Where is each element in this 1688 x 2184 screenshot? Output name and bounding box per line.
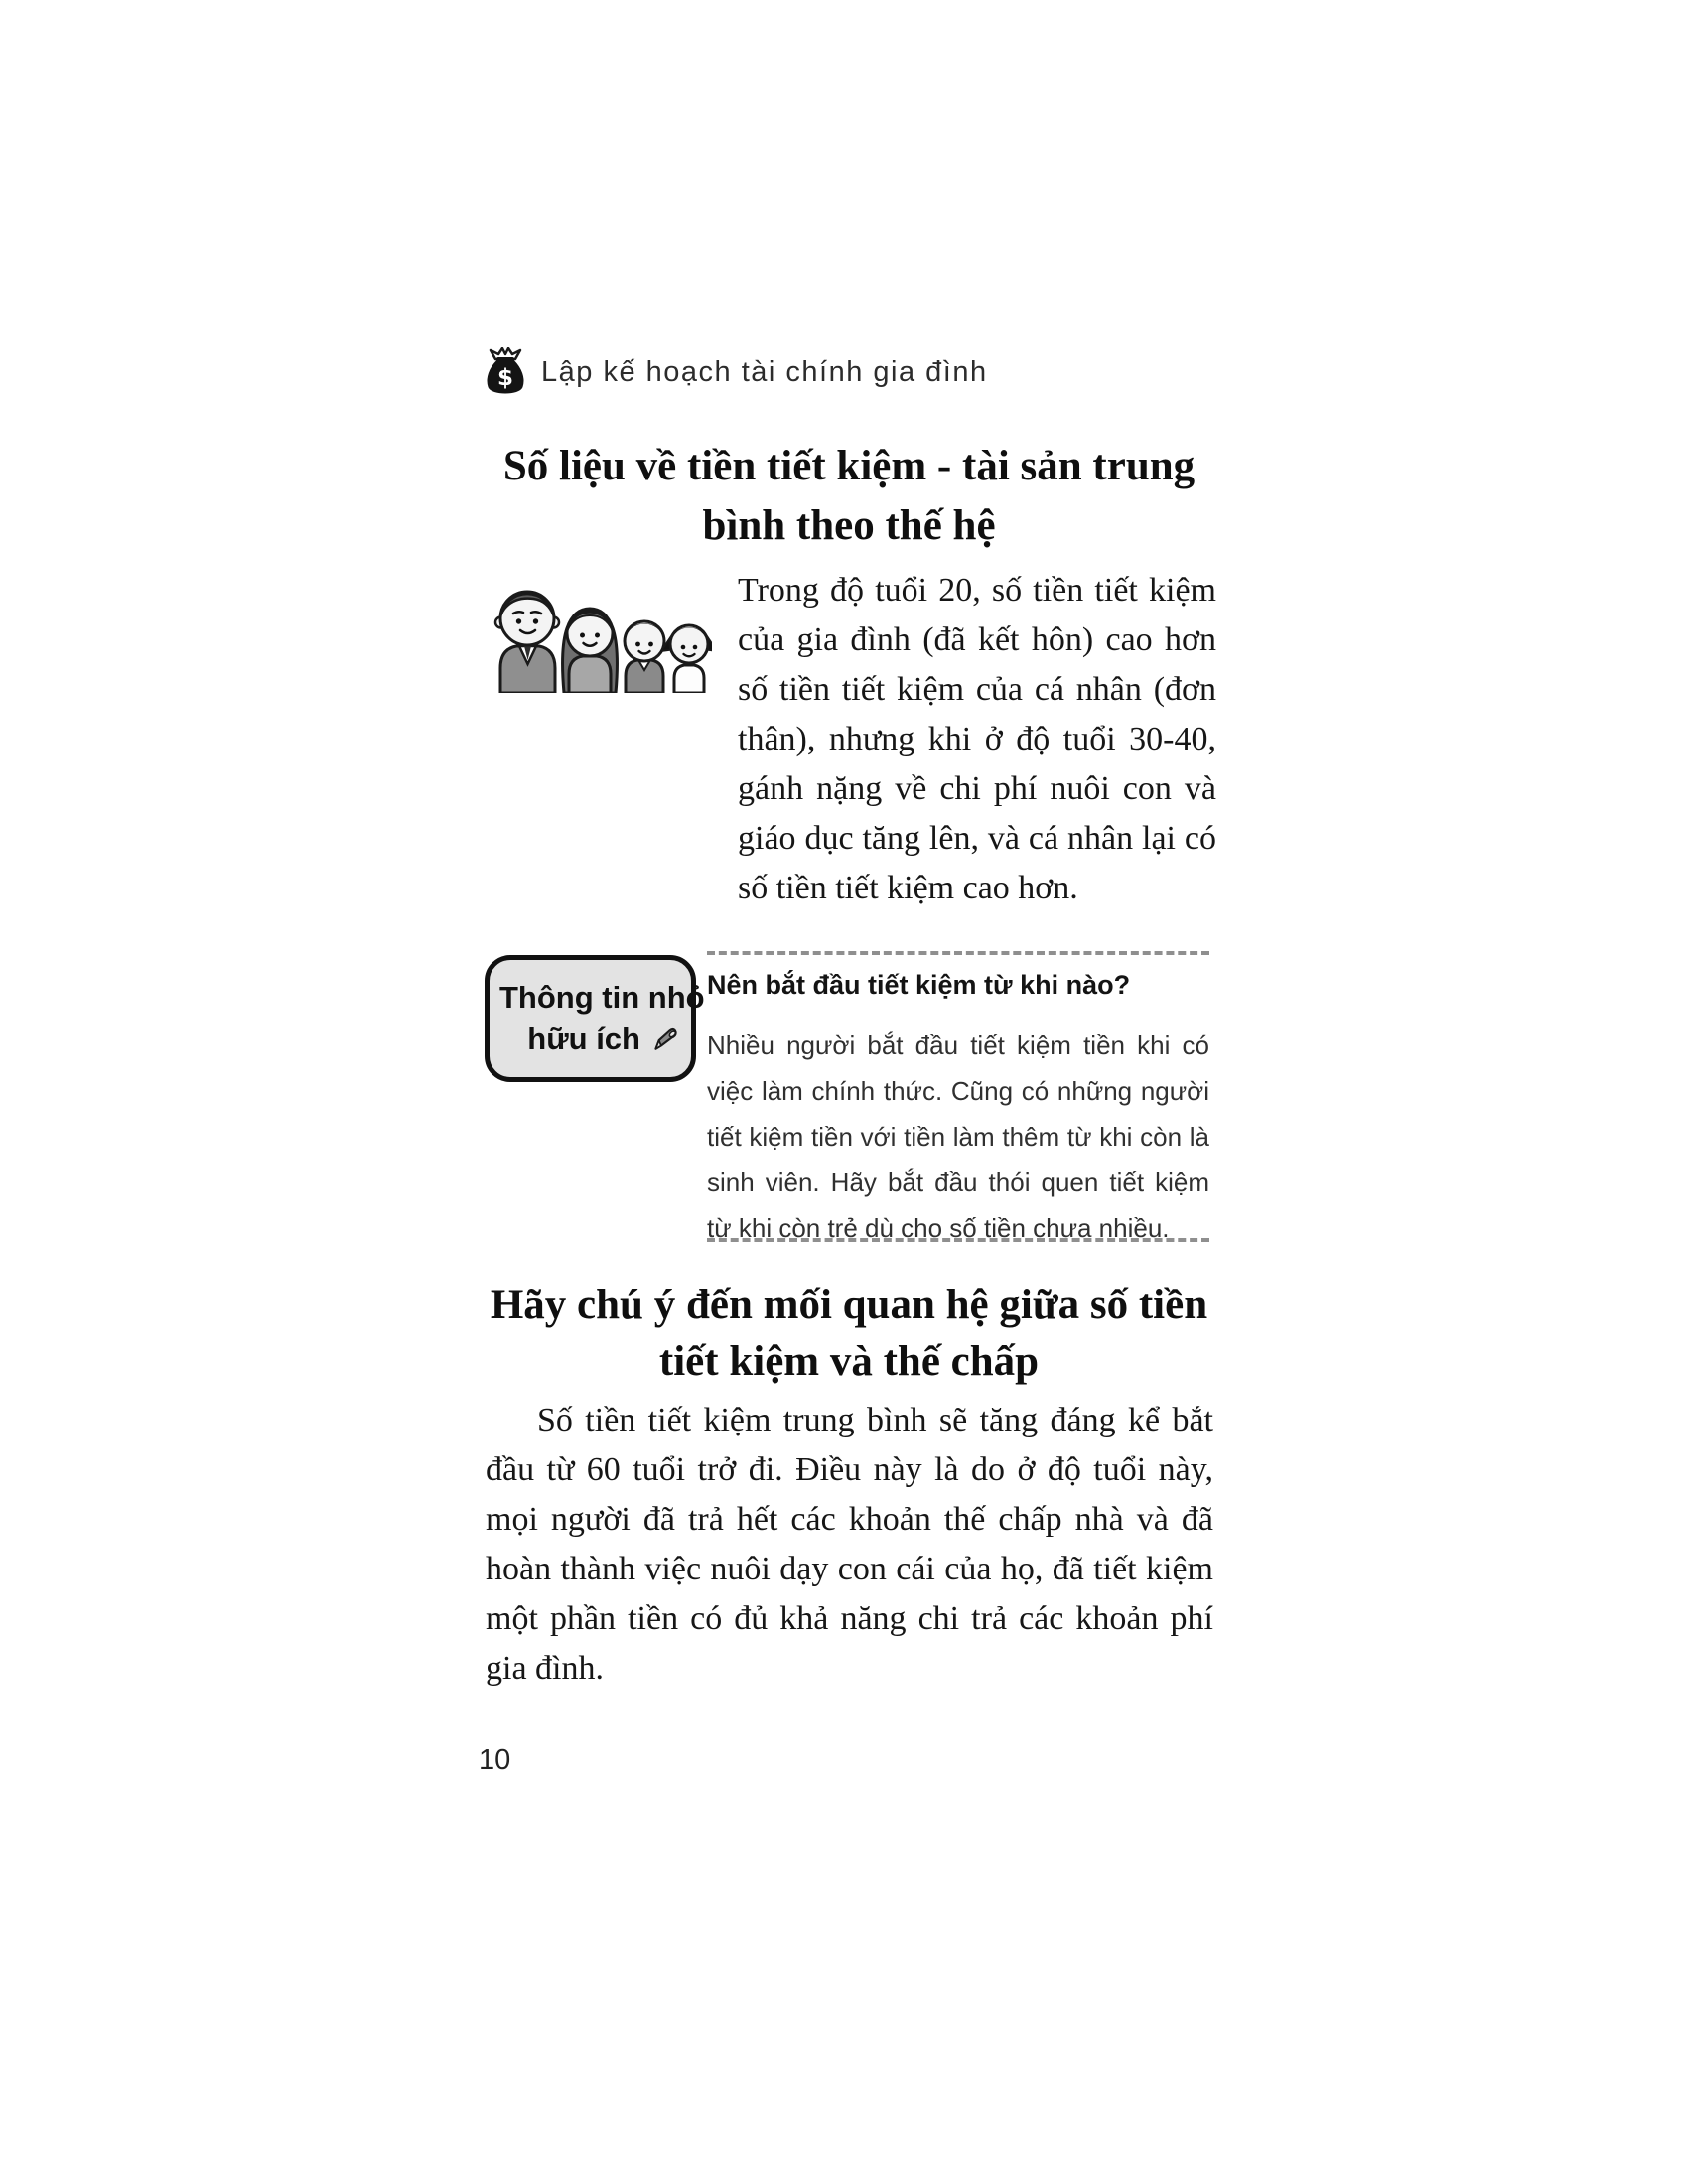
section1-heading-line1: Số liệu về tiền tiết kiệm - tài sản trung bbox=[502, 443, 1196, 489]
pencil-icon bbox=[649, 1025, 677, 1053]
section2-heading bbox=[427, 1277, 1271, 1390]
section2-heading-line1: Hãy chú ý đến mối quan hệ giữa số tiền bbox=[490, 1282, 1208, 1328]
family-icon bbox=[480, 570, 712, 693]
svg-text:$: $ bbox=[496, 365, 514, 391]
money-bag-icon bbox=[484, 347, 527, 397]
tip-badge-line1: Thông tin nhỏ bbox=[499, 980, 705, 1015]
page-number: 10 bbox=[479, 1744, 511, 1776]
running-header-title: Lập kế hoạch tài chính gia đình bbox=[541, 355, 988, 388]
section1-heading bbox=[427, 437, 1271, 556]
tip-badge-line2: hữu ích bbox=[527, 1022, 640, 1056]
section2-paragraph: Số tiền tiết kiệm trung bình sẽ tăng đáng kể bắt đầu từ 60 tuổi trở đi. Điều này là do ở độ tuổi này, mọi người đã trả hết các khoản thế chấp nhà và đã hoàn thành việc nuôi dạy con cái của họ, đã tiết kiệm một phần tiền có đủ khả năng chi trả các khoản phí gia đình. bbox=[486, 1402, 1213, 1687]
tip-badge-line2-row bbox=[499, 1019, 677, 1060]
tip-body: Nhiều người bắt đầu tiết kiệm tiền khi có việc làm chính thức. Cũng có những người tiết kiệm tiền với tiền làm thêm từ khi còn là sinh viên. Hãy bắt đầu thói quen tiết kiệm từ khi còn trẻ dù cho số tiền chưa nhiều. bbox=[707, 1030, 1209, 1243]
section2-heading-line2: tiết kiệm và thế chấp bbox=[658, 1338, 1040, 1385]
tip-dashed-rule-bottom bbox=[707, 1238, 1209, 1242]
section1-heading-line2: bình theo thế hệ bbox=[702, 502, 996, 549]
tip-question: Nên bắt đầu tiết kiệm từ khi nào? bbox=[707, 970, 1131, 1000]
section1-paragraph: Trong độ tuổi 20, số tiền tiết kiệm của gia đình (đã kết hôn) cao hơn số tiền tiết kiệm của cá nhân (đơn thân), nhưng khi ở độ tuổi 30-40, gánh nặng về chi phí nuôi con và giáo dục tăng lên, và cá nhân lại có số tiền tiết kiệm cao hơn. bbox=[738, 572, 1216, 906]
tip-dashed-rule-top bbox=[707, 951, 1209, 955]
running-header bbox=[484, 347, 988, 397]
tip-badge bbox=[485, 955, 705, 1082]
